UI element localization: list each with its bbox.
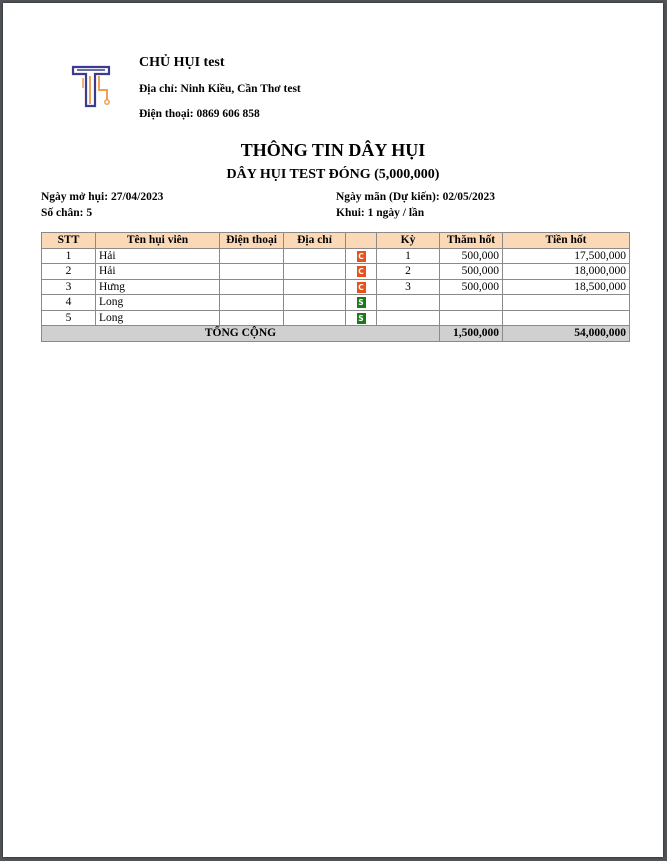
cell-ky: 2 (377, 264, 440, 280)
total-tien-hot: 54,000,000 (503, 326, 630, 342)
cell-phone (220, 264, 284, 280)
cell-stt: 1 (42, 248, 96, 264)
document-page (3, 3, 663, 857)
cell-status (346, 295, 377, 311)
cell-status (346, 310, 377, 326)
cell-tien-hot (503, 310, 630, 326)
table-row (42, 279, 630, 295)
cell-name: Long (96, 295, 220, 311)
open-date (41, 191, 163, 203)
cell-ky (377, 310, 440, 326)
owner-phone-label: Điện thoại: (139, 108, 194, 120)
cell-stt: 2 (42, 264, 96, 280)
owner-phone-line (139, 108, 260, 120)
cell-tham-hot: 500,000 (440, 248, 503, 264)
cell-address (284, 264, 346, 280)
slots (41, 207, 92, 219)
cell-stt: 5 (42, 310, 96, 326)
header-tham-hot: Thăm hốt (440, 233, 503, 249)
table-total-row (42, 326, 630, 342)
slots-value: 5 (86, 207, 93, 219)
table-header-row (42, 233, 630, 249)
header-address: Địa chỉ (284, 233, 346, 249)
table-row (42, 264, 630, 280)
cell-tham-hot: 500,000 (440, 264, 503, 280)
cell-status (346, 279, 377, 295)
open-date-label: Ngày mở hụi: (41, 191, 109, 203)
cell-tien-hot (503, 295, 630, 311)
cell-tien-hot: 17,500,000 (503, 248, 630, 264)
header-ky: Kỳ (377, 233, 440, 249)
owner-name: CHỦ HỤI test (139, 55, 225, 70)
cell-name: Hải (96, 264, 220, 280)
table-row (42, 295, 630, 311)
header-status (346, 233, 377, 249)
end-date-value: 02/05/2023 (442, 191, 495, 203)
cell-phone (220, 310, 284, 326)
header-stt: STT (42, 233, 96, 249)
end-date-label: Ngày mãn (Dự kiến): (336, 191, 440, 203)
status-badge: S (358, 313, 364, 323)
cell-address (284, 310, 346, 326)
cell-address (284, 248, 346, 264)
header-tien-hot: Tiền hốt (503, 233, 630, 249)
cell-name: Hải (96, 248, 220, 264)
cell-name: Hưng (96, 279, 220, 295)
cycle-value: 1 ngày / lần (367, 207, 425, 219)
document-title: THÔNG TIN DÂY HỤI (240, 140, 426, 160)
cell-ky: 1 (377, 248, 440, 264)
owner-address: Ninh Kiều, Cần Thơ test (180, 83, 301, 95)
members-table (41, 232, 630, 342)
cell-phone (220, 248, 284, 264)
status-badge: C (358, 282, 364, 292)
cell-ky (377, 295, 440, 311)
document-subtitle: DÂY HỤI TEST ĐÓNG (5,000,000) (226, 167, 440, 182)
status-badge: C (358, 267, 364, 277)
slots-label: Số chân: (41, 207, 84, 219)
table-row (42, 248, 630, 264)
owner-address-line (139, 83, 301, 95)
cycle-label: Khui: (336, 207, 365, 219)
owner-address-label: Địa chỉ: (139, 83, 178, 95)
t-circuit-logo-icon (71, 64, 113, 110)
status-badge: C (358, 251, 364, 261)
cell-tien-hot: 18,000,000 (503, 264, 630, 280)
cell-ky: 3 (377, 279, 440, 295)
owner-phone: 0869 606 858 (196, 108, 260, 120)
cell-stt: 3 (42, 279, 96, 295)
open-date-value: 27/04/2023 (110, 191, 164, 203)
cell-phone (220, 295, 284, 311)
cell-tham-hot (440, 295, 503, 311)
end-date (336, 191, 495, 203)
cell-tham-hot (440, 310, 503, 326)
cell-status (346, 248, 377, 264)
cell-stt: 4 (42, 295, 96, 311)
header-phone: Điện thoại (220, 233, 284, 249)
cell-tien-hot: 18,500,000 (503, 279, 630, 295)
status-badge: S (358, 298, 364, 308)
cell-phone (220, 279, 284, 295)
cell-tham-hot: 500,000 (440, 279, 503, 295)
cycle (336, 207, 424, 219)
total-label: TỔNG CỘNG (42, 326, 440, 342)
total-tham-hot: 1,500,000 (440, 326, 503, 342)
cell-status (346, 264, 377, 280)
table-row (42, 310, 630, 326)
cell-name: Long (96, 310, 220, 326)
cell-address (284, 295, 346, 311)
header-name: Tên hụi viên (96, 233, 220, 249)
cell-address (284, 279, 346, 295)
